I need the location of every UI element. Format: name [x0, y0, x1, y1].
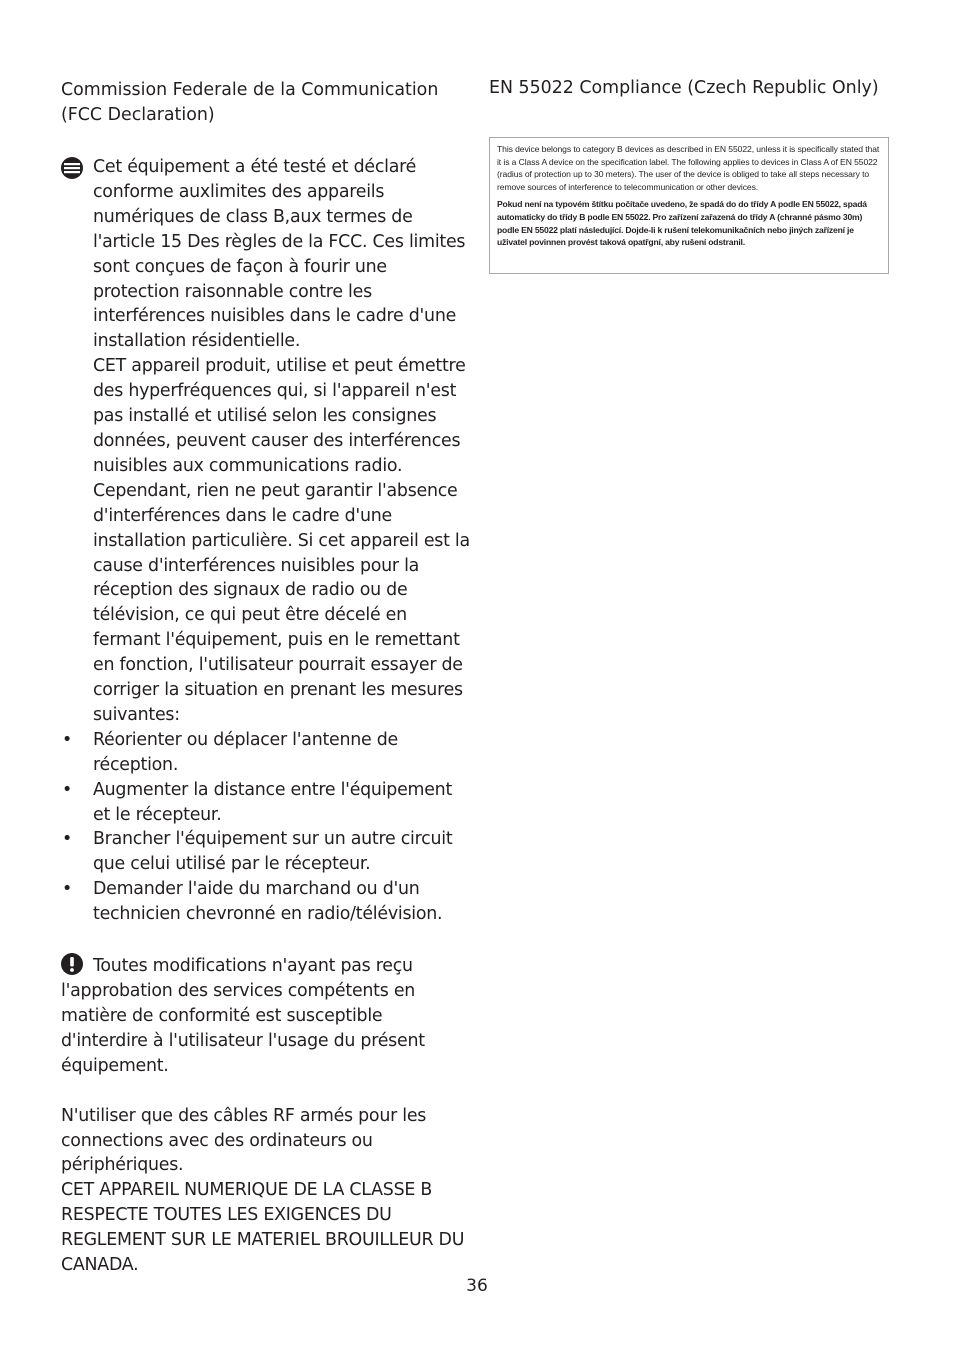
- canada-compliance-text: CET APPAREIL NUMERIQUE DE LA CLASSE B RESPECTE TOUTES LES EXIGENCES DU REGLEMENT SUR LE MATERIEL BROUILLEUR DU CANADA.: [61, 1180, 465, 1276]
- fcc-title: Commission Federale de la Communication (FCC Declaration): [61, 80, 439, 125]
- list-item-text: Brancher l'équipement sur un autre circuit que celui utilisé par le récepteur.: [93, 829, 453, 875]
- bullet-icon: •: [61, 729, 72, 750]
- warning-icon: [61, 953, 83, 975]
- warning-text: Toutes modifications n'ayant pas reçu l'approbation des services compétents en matière de conformité est susceptible d'interdire à l'utilisateur l'usage du présent équipement.: [61, 956, 425, 1076]
- list-item: [61, 827, 471, 877]
- fcc-column: [61, 78, 471, 1278]
- fcc-para-2: protection raisonnable contre les interférences nuisibles dans le cadre d'une installation résidentielle.: [93, 281, 457, 352]
- bullet-icon: •: [61, 779, 72, 800]
- list-item: [61, 728, 471, 778]
- fcc-measures-list: [61, 728, 471, 927]
- fcc-warning: [61, 953, 471, 1079]
- list-item-text: Augmenter la distance entre l'équipement et le récepteur.: [93, 779, 453, 825]
- en55022-statement-box: [489, 137, 889, 274]
- fcc-note: [61, 155, 471, 927]
- list-item-text: Réorienter ou déplacer l'antenne de réception.: [93, 729, 399, 775]
- bullet-icon: •: [61, 829, 72, 850]
- cables-text: N'utiliser que des câbles RF armés pour les connections avec des ordinateurs ou périphériques.: [61, 1105, 427, 1176]
- en55022-column: [489, 76, 899, 274]
- list-item-text: Demander l'aide du marchand ou d'un technicien chevronné en radio/télévision.: [93, 879, 443, 925]
- en55022-english-text: This device belongs to category B devices as described in EN 55022, unless it is specifically stated that it is a Class A device on the specification label. The following applies to devices in Class A of EN 55022 (radius of protection up to 30 meters). The user of the device is obliged to take all steps necessary to remove sources of interference to telecommunication or other devices.: [497, 144, 880, 192]
- fcc-para-3: CET appareil produit, utilise et peut émettre des hyperfréquences qui, si l'appareil n'est pas installé et utilisé selon les consignes données, peuvent causer des interférences nuisibles aux communications radio.: [93, 356, 466, 476]
- en55022-czech-text: Pokud není na typovém štítku počítače uvedeno, že spadá do do třídy A podle EN 55022, spadá automaticky do třídy B podle EN 55022. Pro zařízení zařazená do třídy A (chranné pásmo 30m) podle EN 55022 platí následující. Dojde-li k rušení telekomunikačních nebo jiných zařízení je uživatel povinnen provést taková opatřgní, aby rušení odstranil.: [497, 199, 867, 248]
- cables-section: [61, 1104, 471, 1278]
- fcc-para-1: Cet équipement a été testé et déclaré conforme auxlimites des appareils numériques de class B,aux termes de l'article 15 Des règles de la FCC. Ces limites sont conçues de façon à fourir une: [93, 157, 466, 277]
- bullet-icon: •: [61, 879, 72, 900]
- page-number: 36: [466, 1276, 488, 1296]
- list-item: [61, 778, 471, 828]
- list-item: [61, 877, 471, 927]
- en55022-title: EN 55022 Compliance (Czech Republic Only): [489, 78, 879, 98]
- note-icon: [61, 157, 83, 179]
- fcc-para-4: Cependant, rien ne peut garantir l'absence d'interférences dans le cadre d'une installation particulière. Si cet appareil est la cause d'interférences nuisibles pour la réception des signaux de radio ou de télévision, ce qui peut être décelé en fermant l'équipement, puis en le remettant en fonction, l'utilisateur pourrait essayer de corriger la situation en prenant les mesures suivantes:: [93, 480, 470, 725]
